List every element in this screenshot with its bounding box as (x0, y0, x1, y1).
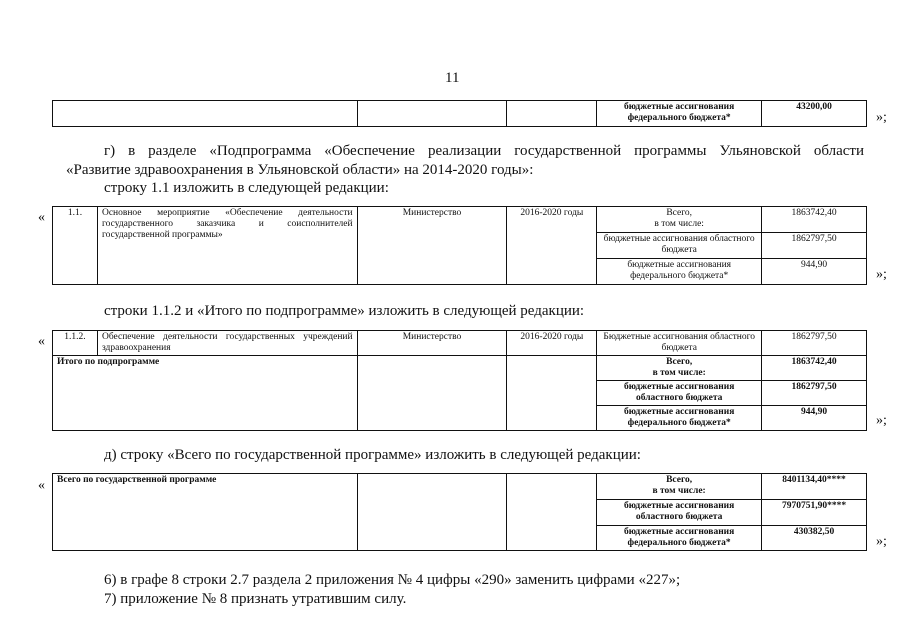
paragraph-g-line1: г) в разделе «Подпрограмма «Обеспечение реализации государственной программы Ульяновской области (104, 143, 864, 159)
paragraph-g-line2: «Развитие здравоохранения в Ульяновской области» на 2014-2020 годы»: (66, 162, 534, 178)
paragraph-7: 7) приложение № 8 признать утратившим силу. (104, 591, 407, 607)
funding-value: 8401134,40**** (762, 474, 867, 500)
funding-value: 1862797,50 (762, 233, 867, 259)
funding-label: бюджетные ассигнования федерального бюджета* (597, 526, 762, 551)
closing-quote: »; (876, 267, 887, 282)
table-cell (507, 356, 597, 431)
closing-quote: »; (876, 413, 887, 428)
funding-value: 1862797,50 (762, 331, 867, 356)
table-program-total (52, 473, 867, 551)
funding-label: бюджетные ассигнования областного бюджета (597, 500, 762, 526)
paragraph-6: 6) в графе 8 строки 2.7 раздела 2 приложения № 4 цифры «290» заменить цифрами «227»; (104, 572, 681, 588)
event-name: Основное мероприятие «Обеспечение деятельности государственного заказчика и соисполнителей государственной программы» (97, 207, 357, 285)
funding-label: Всего, в том числе: (597, 356, 762, 381)
closing-quote: »; (876, 534, 887, 549)
paragraph-rows: строки 1.1.2 и «Итого по подпрограмме» изложить в следующей редакции: (104, 303, 585, 319)
funding-value: 430382,50 (762, 526, 867, 551)
table-cell (507, 101, 597, 127)
period: 2016-2020 годы (507, 331, 597, 356)
event-name: Обеспечение деятельности государственных учреждений здравоохранения (97, 331, 357, 356)
row-number: 1.1. (53, 207, 98, 285)
executor: Министерство (357, 331, 507, 356)
funding-value: 1863742,40 (762, 207, 867, 233)
funding-label: Бюджетные ассигнования областного бюджета (597, 331, 762, 356)
paragraph-g-line3: строку 1.1 изложить в следующей редакции: (104, 180, 389, 196)
table-cell (357, 101, 507, 127)
opening-quote: « (38, 210, 45, 225)
funding-label: бюджетные ассигнования областного бюджета (597, 233, 762, 259)
table-fragment-top (52, 100, 867, 127)
table-cell (53, 101, 358, 127)
table-cell (357, 474, 507, 551)
funding-value: 944,90 (762, 406, 867, 431)
funding-label: Всего, в том числе: (597, 474, 762, 500)
funding-value: 1862797,50 (762, 381, 867, 406)
table-cell (507, 474, 597, 551)
closing-quote: »; (876, 110, 887, 125)
table-cell-label: бюджетные ассигнования федерального бюджета* (597, 101, 762, 127)
paragraph-d: д) строку «Всего по государственной программе» изложить в следующей редакции: (104, 447, 641, 463)
page-number: 11 (445, 70, 460, 86)
funding-value: 944,90 (762, 259, 867, 285)
funding-label: бюджетные ассигнования федерального бюджета* (597, 259, 762, 285)
funding-label: бюджетные ассигнования областного бюджета (597, 381, 762, 406)
row-number: 1.1.2. (53, 331, 98, 356)
executor: Министерство (357, 207, 507, 285)
table-cell-value: 43200,00 (762, 101, 867, 127)
table-row-1-1-2 (52, 330, 867, 431)
funding-value: 7970751,90**** (762, 500, 867, 526)
opening-quote: « (38, 334, 45, 349)
funding-label: бюджетные ассигнования федерального бюджета* (597, 406, 762, 431)
table-cell (357, 356, 507, 431)
table-row-1-1 (52, 206, 867, 285)
funding-label: Всего, в том числе: (597, 207, 762, 233)
opening-quote: « (38, 478, 45, 493)
funding-value: 1863742,40 (762, 356, 867, 381)
subtotal-label: Итого по подпрограмме (53, 356, 358, 431)
total-label: Всего по государственной программе (53, 474, 358, 551)
period: 2016-2020 годы (507, 207, 597, 285)
